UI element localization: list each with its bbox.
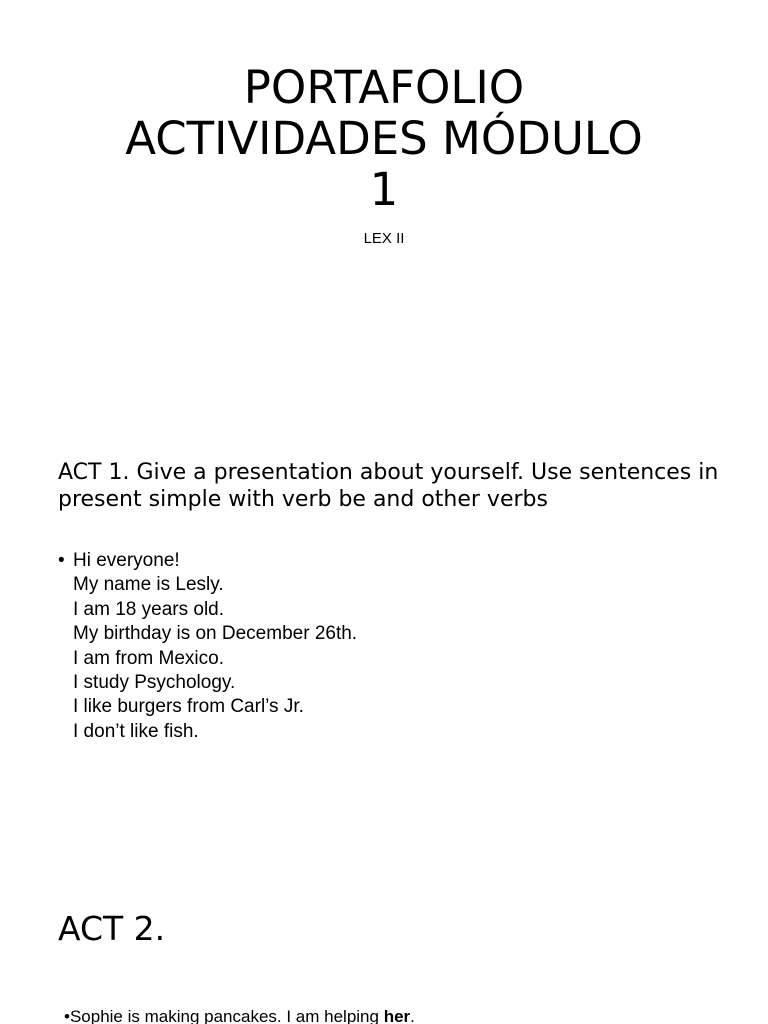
act1-line: I like burgers from Carl’s Jr. — [73, 696, 304, 718]
bullet-marker: • — [58, 550, 65, 571]
act2-item-bold: her — [383, 1007, 411, 1024]
act1-line: I don’t like fish. — [73, 720, 199, 742]
title-line-2: ACTIVIDADES MÓDULO — [125, 112, 643, 165]
act1-line: I am 18 years old. — [73, 598, 225, 620]
bullet-marker: • — [64, 1007, 70, 1024]
act1-bullet-list — [58, 549, 738, 744]
act1-line: I study Psychology. — [73, 672, 236, 694]
act2-list-item — [64, 1006, 415, 1024]
act2-heading: ACT 2. — [58, 909, 166, 948]
title-line-1: PORTAFOLIO — [243, 61, 525, 114]
act1-heading: ACT 1. Give a presentation about yourself. Use sentences in present simple with verb be and other verbs — [58, 460, 719, 512]
act1-line: My name is Lesly. — [73, 574, 224, 596]
title-line-3: 1 — [369, 163, 399, 216]
act1-line: I am from Mexico. — [73, 647, 224, 669]
document-subtitle: LEX II — [363, 230, 405, 247]
act2-item-text: Sophie is making pancakes. I am helping — [69, 1007, 384, 1024]
act1-line: Hi everyone! — [73, 550, 180, 571]
act2-item-end: . — [410, 1007, 415, 1024]
document-title — [40, 62, 728, 215]
act1-bullet-text — [73, 549, 738, 744]
act1-line: My birthday is on December 26th. — [73, 623, 358, 645]
